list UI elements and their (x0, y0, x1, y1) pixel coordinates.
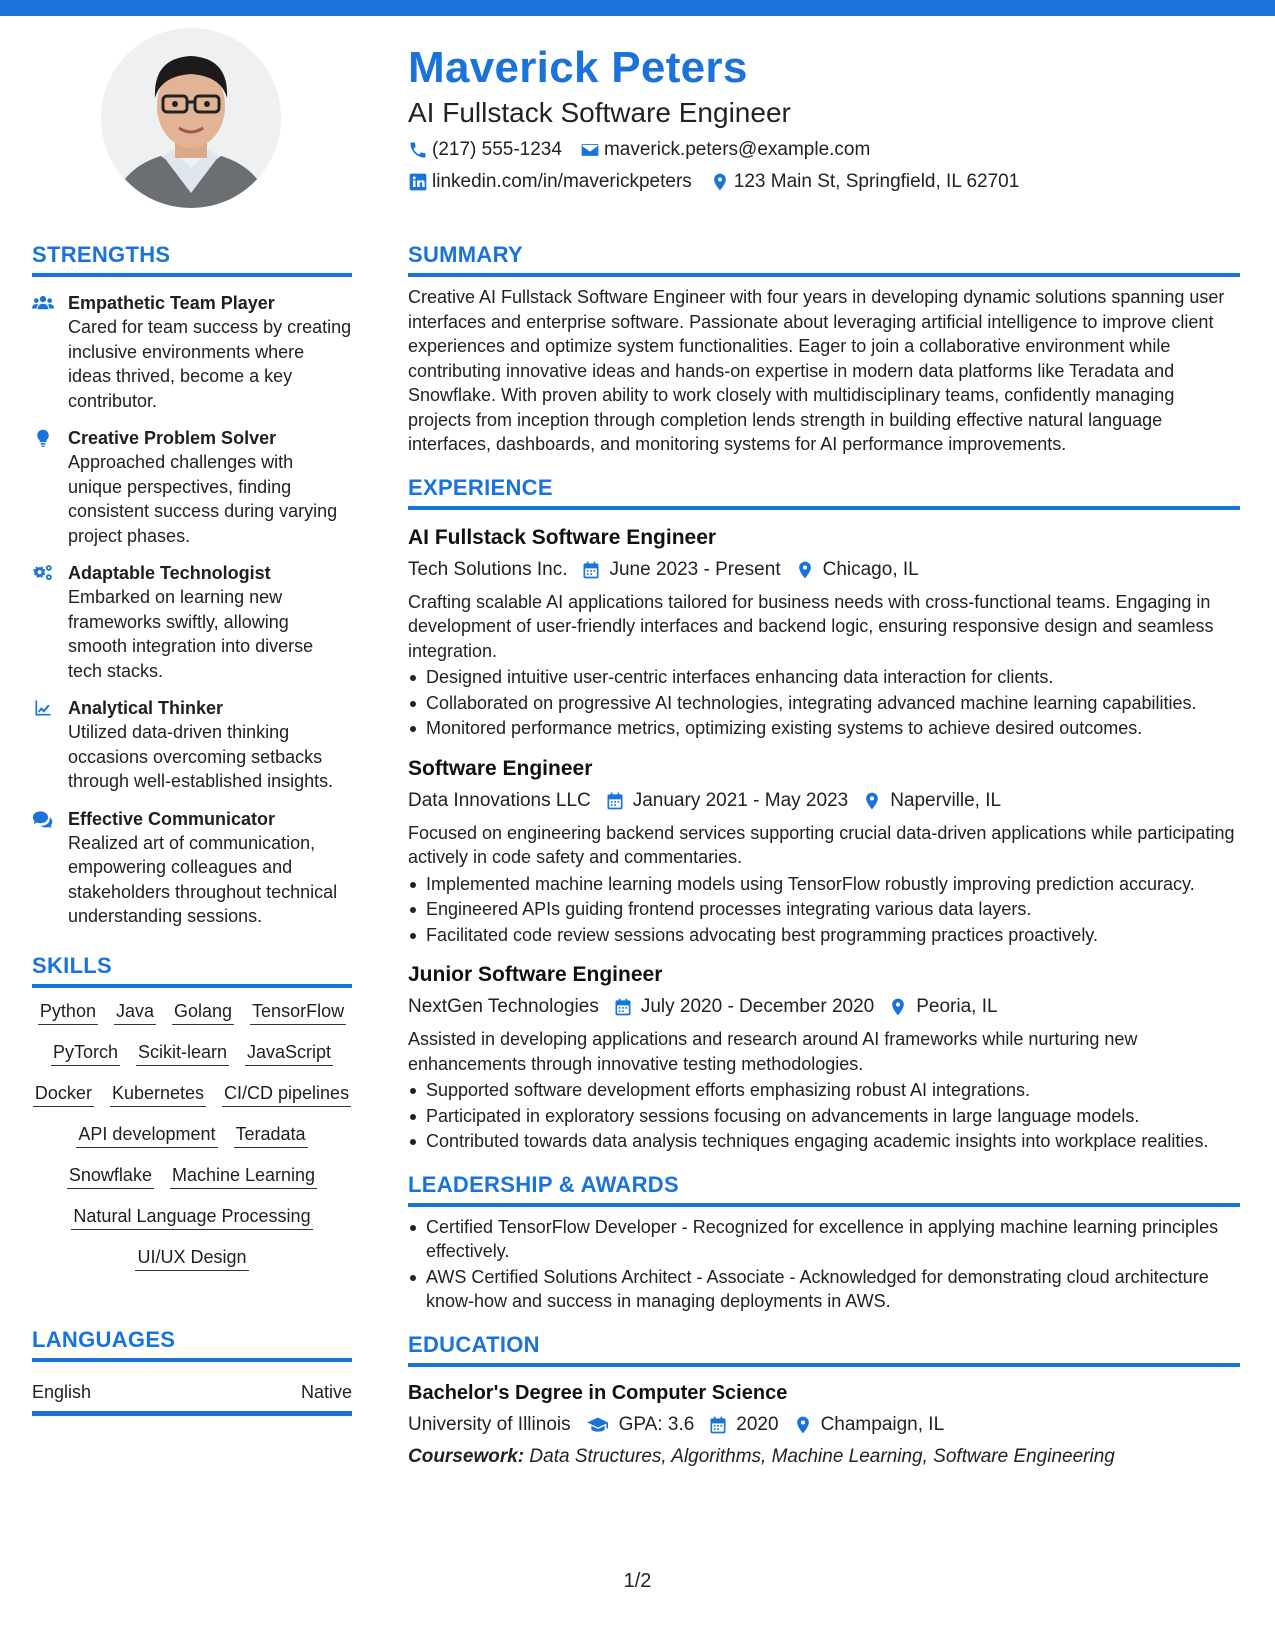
skill-tag: UI/UX Design (135, 1244, 248, 1271)
candidate-name: Maverick Peters (408, 43, 748, 92)
right-column (408, 240, 1240, 1471)
job-bullet: Collaborated on progressive AI technologies, integrating advanced machine learning capabilities. (408, 691, 1240, 716)
calendar-icon (605, 791, 625, 811)
skill-tag: CI/CD pipelines (222, 1080, 351, 1107)
strength-body (68, 696, 352, 794)
phone-text: (217) 555-1234 (432, 139, 562, 160)
job-meta (408, 556, 1240, 584)
skill-tag: Scikit-learn (136, 1039, 229, 1066)
dates-text: July 2020 - December 2020 (640, 996, 875, 1017)
candidate-title: AI Fullstack Software Engineer (408, 97, 791, 128)
company-text: NextGen Technologies (408, 996, 599, 1017)
linkedin-icon (408, 172, 428, 192)
strength-item (32, 807, 352, 929)
location-text: Naperville, IL (890, 789, 1002, 811)
skill-tag: Natural Language Processing (71, 1203, 312, 1230)
job-bullet: Implemented machine learning models using TensorFlow robustly improving prediction accuracy. (408, 872, 1240, 897)
job-dates (581, 556, 780, 584)
location-pin-icon (795, 560, 815, 580)
strength-body (68, 561, 352, 683)
page-number: 1/2 (623, 1570, 652, 1592)
email-text: maverick.peters@example.com (603, 139, 871, 160)
location-pin-icon (888, 997, 908, 1017)
school-text: University of Illinois (408, 1413, 571, 1435)
contact-row-1 (408, 138, 1248, 162)
education-meta (408, 1411, 1240, 1439)
envelope-icon (580, 140, 600, 160)
job-entry (408, 755, 1240, 948)
strength-body (68, 291, 352, 413)
job-dates (613, 993, 874, 1021)
strength-title: Effective Communicator (68, 808, 276, 829)
contact-linkedin[interactable] (408, 171, 692, 193)
language-level: Native (300, 1381, 352, 1402)
strength-item (32, 291, 352, 413)
calendar-icon (613, 997, 633, 1017)
education-heading: EDUCATION (408, 1330, 1240, 1367)
summary-text: Creative AI Fullstack Software Engineer with four years in developing dynamic solutions spanning user interfaces and enterprise software. Passionate about leveraging artificial intelligence to improve client experiences and optimize system functionalities. Eager to join a collaborative environment while contributing innovative ideas and hands-on expertise in modern data platforms like Teradata and Snowflake. With proven ability to work closely with multidisciplinary teams, confidently managing projects from inception through completion lends strength in building effective natural language interfaces, dashboards, and monitoring systems for AI performance improvements. (408, 287, 1225, 454)
job-location (795, 556, 919, 584)
job-bullet: Contributed towards data analysis techniques engaging academic insights into workplace realities. (408, 1129, 1240, 1154)
job-description: Focused on engineering backend services supporting crucial data-driven applications while participating actively in code safety and commentaries. (408, 822, 1235, 867)
strength-item (32, 696, 352, 794)
skills-heading: SKILLS (32, 951, 352, 988)
contact-row-2 (408, 170, 1248, 194)
skill-tag: API development (76, 1121, 217, 1148)
job-company (408, 993, 599, 1021)
languages-heading: LANGUAGES (32, 1325, 352, 1362)
dates-text: January 2021 - May 2023 (632, 789, 849, 811)
skill-tag: TensorFlow (250, 998, 346, 1025)
gpa-text: GPA: 3.6 (618, 1413, 695, 1435)
degree-title: Bachelor's Degree in Computer Science (408, 1381, 788, 1404)
calendar-icon (708, 1415, 728, 1435)
job-title: AI Fullstack Software Engineer (408, 525, 717, 549)
skill-tag: Java (114, 998, 156, 1025)
company-text: Tech Solutions Inc. (408, 558, 568, 580)
education-entry (408, 1379, 1240, 1471)
gpa (585, 1411, 695, 1439)
leadership-heading: LEADERSHIP & AWARDS (408, 1170, 1240, 1207)
award-item: Certified TensorFlow Developer - Recognized for excellence in applying machine learning principles effectively. (408, 1215, 1240, 1264)
strength-title: Analytical Thinker (68, 698, 224, 718)
skill-tag: Python (38, 998, 98, 1025)
job-meta (408, 787, 1240, 815)
top-accent-bar (0, 0, 1275, 16)
coursework (408, 1443, 1240, 1471)
job-bullet: Participated in exploratory sessions focusing on advancements in large language models. (408, 1104, 1240, 1129)
strength-body (68, 807, 352, 929)
graduation-cap-icon (585, 1415, 611, 1435)
strength-desc: Embarked on learning new frameworks swiftly, allowing smooth integration into diverse tech stacks. (68, 587, 314, 681)
summary-heading: SUMMARY (408, 240, 1240, 277)
comments-icon (32, 807, 68, 929)
contact-address (710, 171, 1020, 193)
leadership-list (408, 1215, 1240, 1314)
strengths-list (32, 291, 352, 929)
strength-item (32, 426, 352, 548)
language-row (32, 1382, 352, 1416)
skill-tag: Snowflake (67, 1162, 154, 1189)
job-title: Software Engineer (408, 756, 593, 780)
job-dates (605, 787, 848, 815)
strengths-heading: STRENGTHS (32, 240, 352, 277)
location-pin-icon (862, 791, 882, 811)
strength-desc: Cared for team success by creating inclusive environments where ideas thrived, become a key contributor. (68, 317, 352, 411)
job-location (862, 787, 1001, 815)
location-pin-icon (710, 172, 730, 192)
job-meta (408, 993, 1240, 1021)
skill-tag: JavaScript (245, 1039, 333, 1066)
coursework-text: Data Structures, Algorithms, Machine Learning, Software Engineering (529, 1445, 1115, 1467)
job-bullets (408, 872, 1240, 948)
lightbulb-icon (32, 426, 68, 548)
job-bullets (408, 665, 1240, 741)
job-bullet: Facilitated code review sessions advocating best programming practices proactively. (408, 923, 1240, 948)
phone-icon (408, 140, 428, 160)
job-company (408, 556, 567, 584)
award-item: AWS Certified Solutions Architect - Associate - Acknowledged for demonstrating cloud architecture know-how and success in managing deployments in AWS. (408, 1265, 1240, 1314)
strength-item (32, 561, 352, 683)
contact-email[interactable] (580, 139, 870, 161)
location-text: Peoria, IL (916, 996, 998, 1017)
job-bullet: Engineered APIs guiding frontend processes integrating various data layers. (408, 897, 1240, 922)
strength-desc: Approached challenges with unique perspectives, finding consistent success during varying project phases. (68, 452, 338, 546)
school-name (408, 1411, 571, 1439)
left-column (32, 240, 352, 1416)
job-company (408, 787, 591, 815)
job-description: Assisted in developing applications and research around AI frameworks while nurturing new enhancements through innovative testing methodologies. (408, 1029, 1138, 1074)
skill-tag: PyTorch (51, 1039, 120, 1066)
address-text: 123 Main St, Springfield, IL 62701 (733, 171, 1020, 192)
strength-desc: Utilized data-driven thinking occasions overcoming setbacks through well-established insights. (68, 722, 334, 791)
linkedin-text: linkedin.com/in/maverickpeters (432, 171, 692, 192)
strength-title: Adaptable Technologist (68, 563, 271, 583)
contact-phone[interactable] (408, 139, 562, 161)
skill-tag: Machine Learning (170, 1162, 317, 1189)
job-entry (408, 961, 1240, 1154)
skill-tag: Kubernetes (110, 1080, 206, 1107)
users-icon (32, 291, 68, 413)
company-text: Data Innovations LLC (408, 789, 591, 811)
job-bullet: Monitored performance metrics, optimizing existing systems to achieve desired outcomes. (408, 716, 1240, 741)
coursework-label: Coursework: (408, 1445, 525, 1467)
jobs-list (408, 524, 1240, 1154)
chart-line-icon (32, 696, 68, 794)
skill-tag: Golang (172, 998, 234, 1025)
job-description: Crafting scalable AI applications tailored for business needs with cross-functional teams. Engaging in development of user-friendly interfaces and backend logic, ensuring responsive design and seamless integration. (408, 591, 1214, 661)
job-title: Junior Software Engineer (408, 963, 663, 986)
location-text: Champaign, IL (820, 1413, 945, 1435)
graduation-year (708, 1411, 778, 1439)
location-text: Chicago, IL (822, 558, 919, 580)
job-bullet: Designed intuitive user-centric interfaces enhancing data interaction for clients. (408, 665, 1240, 690)
dates-text: June 2023 - Present (609, 558, 781, 580)
job-bullets (408, 1078, 1240, 1154)
skill-tag: Docker (33, 1080, 94, 1107)
strength-desc: Realized art of communication, empowering colleagues and stakeholders throughout technical understanding sessions. (68, 832, 338, 926)
resume-header (408, 40, 1248, 194)
profile-photo (101, 28, 281, 208)
strength-title: Empathetic Team Player (68, 293, 275, 313)
experience-heading: EXPERIENCE (408, 473, 1240, 510)
year-text: 2020 (736, 1413, 779, 1435)
job-location (888, 993, 997, 1021)
job-bullet: Supported software development efforts emphasizing robust AI integrations. (408, 1078, 1240, 1103)
strength-body (68, 426, 352, 548)
skill-tag: Teradata (234, 1121, 308, 1148)
language-name: English (32, 1381, 92, 1402)
education-location (793, 1411, 945, 1439)
calendar-icon (581, 560, 601, 580)
skills-list (32, 998, 352, 1271)
gears-icon (32, 561, 68, 683)
location-pin-icon (793, 1415, 813, 1435)
strength-title: Creative Problem Solver (68, 428, 277, 448)
job-entry (408, 524, 1240, 741)
